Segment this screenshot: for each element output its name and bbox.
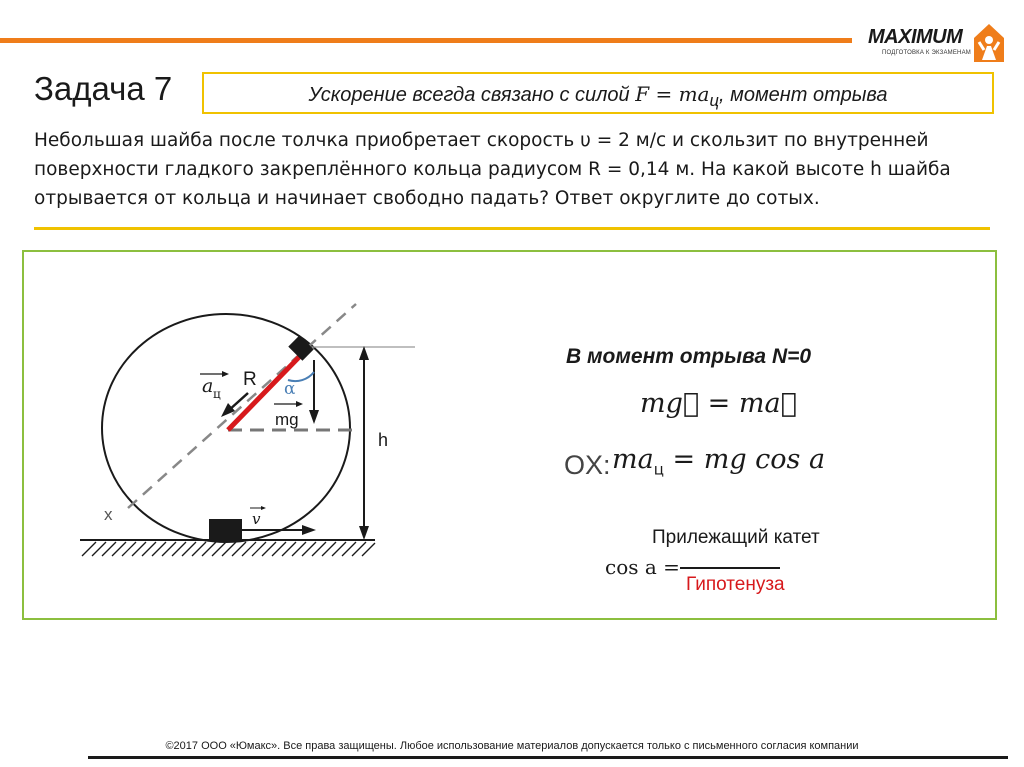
ox-label: OX: [564,450,611,480]
equation-ox [612,444,825,478]
puck-top [288,335,313,360]
hint-formula-sub: ц [709,91,720,110]
hint-prefix: Ускорение всегда связано с силой [308,84,636,106]
mg-label-bar-head [296,401,303,407]
hypotenuse-label: Гипотенуза [686,574,785,595]
hint-suffix: , момент отрыва [719,84,888,106]
v-label: v [252,510,261,528]
moment-title: В момент отрыва N=0 [566,345,812,368]
h-arrowhead-top [359,346,369,360]
logo-subtitle: ПОДГОТОВКА К ЭКЗАМЕНАМ [882,50,971,56]
eq2-sub: ц [653,460,664,479]
fraction-bar [680,567,780,569]
x-axis-dashed [128,304,356,508]
footer-line [88,756,1008,759]
h-label: h [378,430,389,450]
ground-hatching [82,542,375,556]
mg-label: mg [275,410,299,429]
x-label: x [104,505,113,524]
ac-label: a [202,375,214,397]
footer-copyright: ©2017 ООО «Юмакс». Все права защищены. Любое использование материалов допускается только с письменного согласия компании [165,740,859,752]
ac-label-sub: ц [213,387,221,401]
puck-bottom [209,519,242,540]
mg-arrowhead [309,410,319,424]
adjacent-leg-label: Прилежащий катет [652,527,820,548]
eq2-ma: ma [612,444,654,475]
ring [102,314,350,542]
v-label-bar-head [261,506,266,510]
eq2-rest: = mg cos a [663,444,826,475]
velocity-arrowhead [302,525,316,535]
cos-label: cos a = [605,555,680,579]
logo-text: MAXIMUM [868,26,963,48]
problem-statement: Небольшая шайба после толчка приобретает скорость υ = 2 м/с и скользит по внутренней поверхности гладкого закреплённого кольца радиусом R = 0,14 м. На какой высоте h шайба отрывается от кольца и начинает свободно падать? Ответ округлите до сотых. [34,130,951,209]
task-title: Задача 7 [34,70,173,107]
h-arrowhead-bottom [359,526,369,540]
r-label: R [243,369,257,390]
ac-label-bar-head [222,371,229,377]
alpha-label: α [284,379,296,399]
equation-newton: mg⃗ = ma⃗ [640,388,797,419]
hint-formula: F = ma [635,82,710,106]
